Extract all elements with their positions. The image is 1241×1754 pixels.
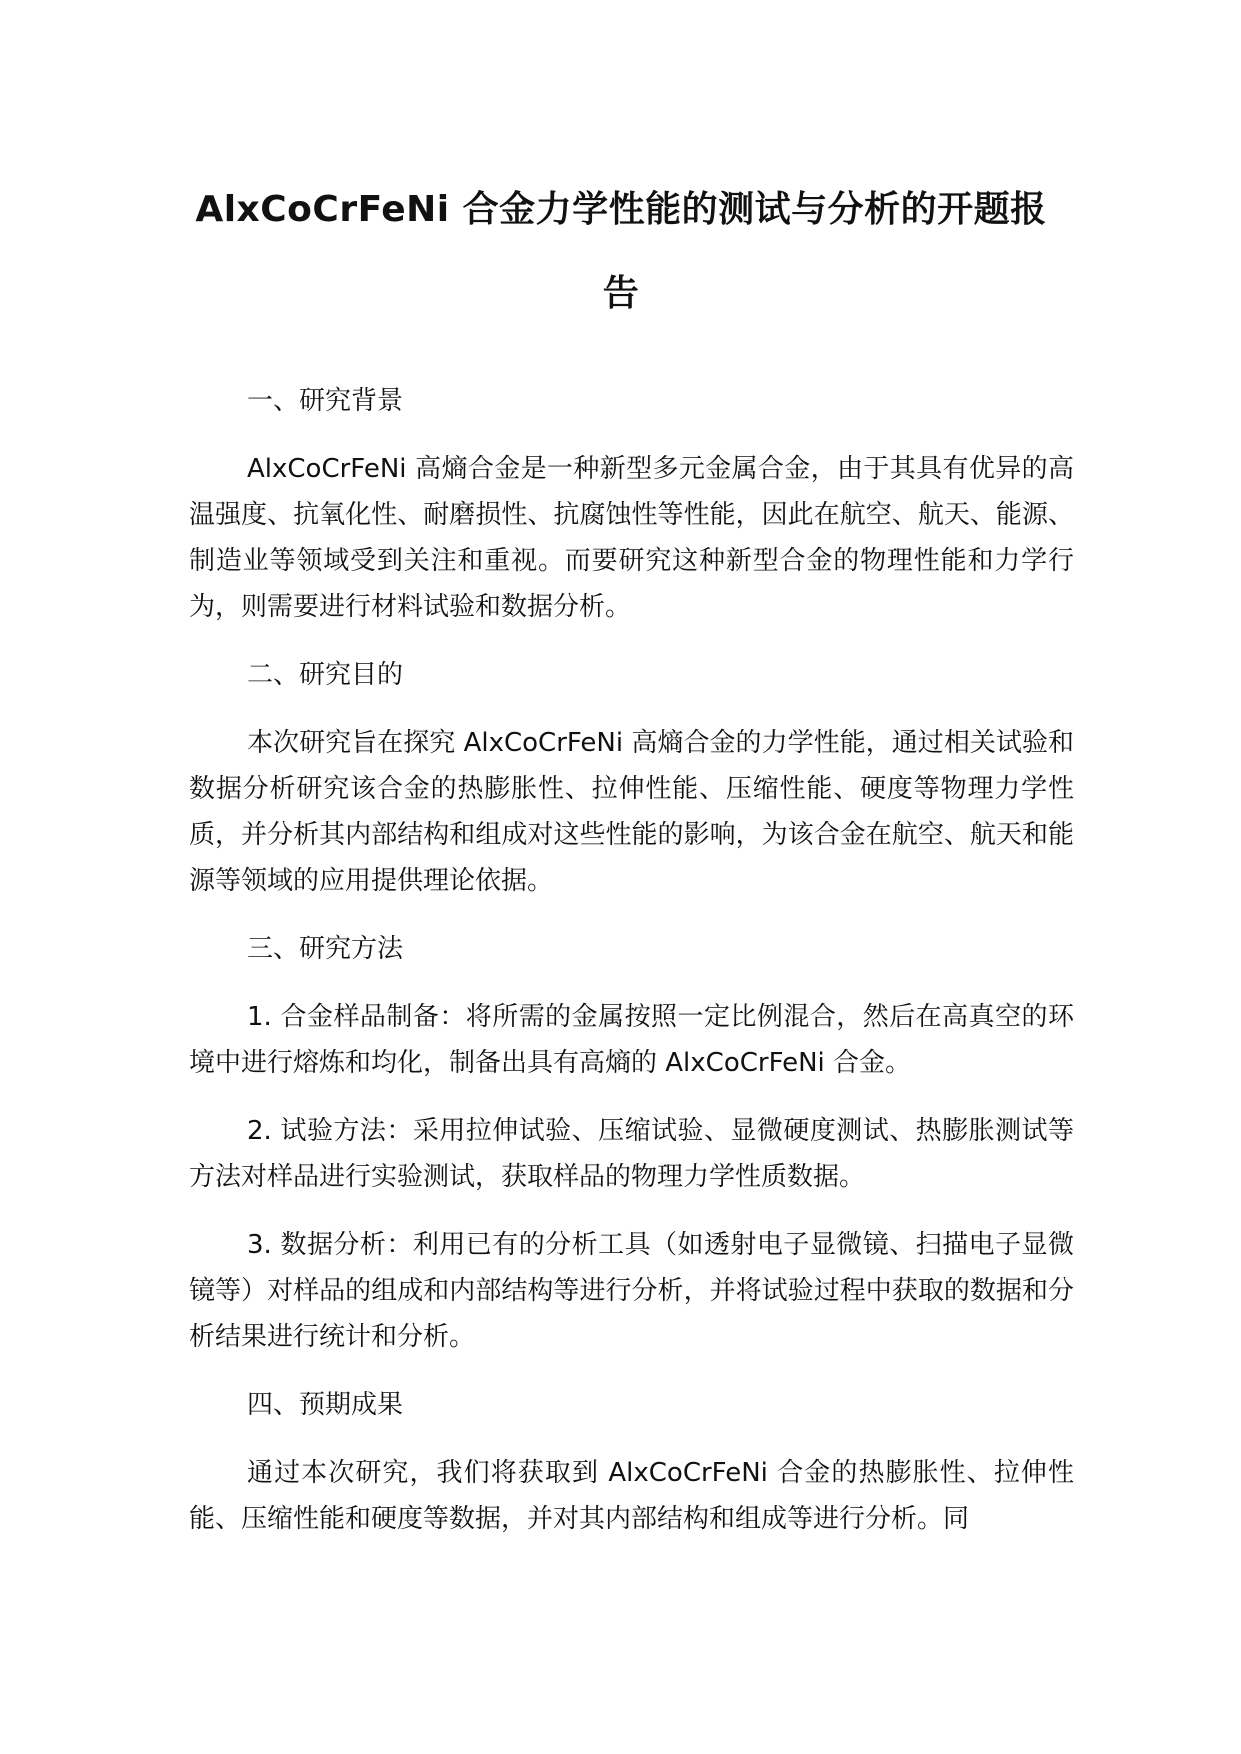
- background-paragraph: AlxCoCrFeNi 高熵合金是一种新型多元金属合金，由于其具有优异的高温强度、抗氧化性、耐磨损性、抗腐蚀性等性能，因此在航空、航天、能源、制造业等领域受到关注和重视。而要研究这种新型合金的物理性能和力学行为，则需要进行材料试验和数据分析。: [189, 454, 1074, 622]
- methods-item-test-methods: 2. 试验方法：采用拉伸试验、压缩试验、显微硬度测试、热膨胀测试等方法对样品进行实验测试，获取样品的物理力学性质数据。: [189, 1116, 1074, 1192]
- section-heading-purpose: 二、研究目的: [247, 660, 404, 690]
- methods-item-data-analysis: 3. 数据分析：利用已有的分析工具（如透射电子显微镜、扫描电子显微镜等）对样品的组成和内部结构等进行分析，并将试验过程中获取的数据和分析结果进行统计和分析。: [189, 1230, 1074, 1352]
- document-title: AlxCoCrFeNi 合金力学性能的测试与分析的开题报告: [195, 189, 1047, 314]
- methods-item-sample-preparation: 1. 合金样品制备：将所需的金属按照一定比例混合，然后在高真空的环境中进行熔炼和均化，制备出具有高熵的 AlxCoCrFeNi 合金。: [189, 1002, 1074, 1078]
- purpose-paragraph: 本次研究旨在探究 AlxCoCrFeNi 高熵合金的力学性能，通过相关试验和数据分析研究该合金的热膨胀性、拉伸性能、压缩性能、硬度等物理力学性质，并分析其内部结构和组成对这些性能的影响，为该合金在航空、航天和能源等领域的应用提供理论依据。: [189, 728, 1074, 896]
- section-heading-background: 一、研究背景: [247, 386, 404, 416]
- expected-results-paragraph: 通过本次研究，我们将获取到 AlxCoCrFeNi 合金的热膨胀性、拉伸性能、压缩性能和硬度等数据，并对其内部结构和组成等进行分析。同: [189, 1458, 1074, 1534]
- section-heading-expected-results: 四、预期成果: [247, 1390, 404, 1420]
- document-body: [189, 378, 1074, 1564]
- section-heading-methods: 三、研究方法: [247, 934, 404, 964]
